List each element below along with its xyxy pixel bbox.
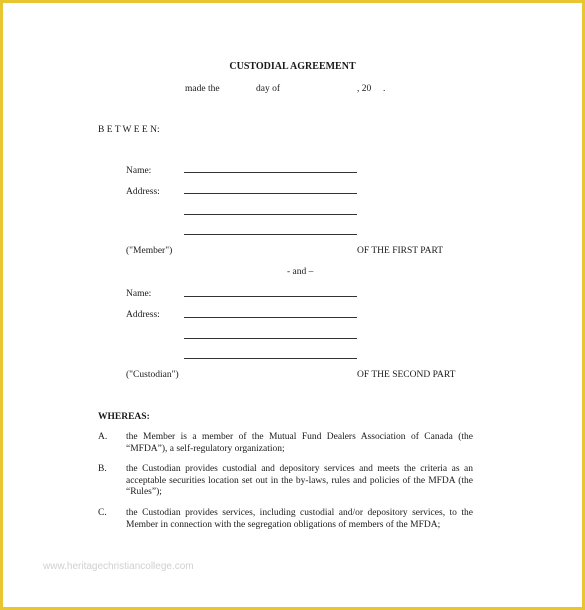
period-text: . <box>383 84 386 94</box>
clause-b-letter: B. <box>98 464 107 474</box>
custodian-name-label: Name: <box>126 289 152 299</box>
member-address-line-3 <box>184 234 357 235</box>
between-heading: B E T W E E N: <box>98 125 160 135</box>
custodian-role: ("Custodian") <box>126 370 179 380</box>
member-address-line-1 <box>184 193 357 194</box>
member-address-label: Address: <box>126 187 160 197</box>
clause-a-letter: A. <box>98 432 108 442</box>
document-page <box>3 3 582 607</box>
custodian-name-line <box>184 296 357 297</box>
member-role: ("Member") <box>126 246 173 256</box>
member-name-line <box>184 172 357 173</box>
custodian-address-label: Address: <box>126 310 160 320</box>
year-text: , 20 <box>357 84 372 94</box>
member-name-label: Name: <box>126 166 152 176</box>
whereas-heading: WHEREAS: <box>98 412 150 422</box>
custodian-address-line-2 <box>184 338 357 339</box>
clause-c-letter: C. <box>98 508 107 518</box>
document-title: CUSTODIAL AGREEMENT <box>229 61 356 72</box>
clause-b-text: the Custodian provides custodial and depository services and meets the criteria as an acceptable securities location set out in the by-laws, rules and policies of the MFDA (the “Rules”); <box>126 464 473 497</box>
clause-a-text: the Member is a member of the Mutual Fund Dealers Association of Canada (the “MFDA”), a self-regulatory organization; <box>126 432 473 454</box>
and-separator: - and – <box>287 267 314 277</box>
custodian-address-line-1 <box>184 317 357 318</box>
watermark-text: www.heritagechristiancollege.com <box>43 561 194 572</box>
second-part-label: OF THE SECOND PART <box>357 370 456 380</box>
member-address-line-2 <box>184 214 357 215</box>
custodian-address-line-3 <box>184 358 357 359</box>
clause-c-text: the Custodian provides services, including custodial and/or depository services, to the Member in connection with the segregation obligations of members of the MFDA; <box>126 508 473 530</box>
day-of-text: day of <box>256 84 281 94</box>
made-the-text: made the <box>185 84 220 94</box>
first-part-label: OF THE FIRST PART <box>357 246 444 256</box>
